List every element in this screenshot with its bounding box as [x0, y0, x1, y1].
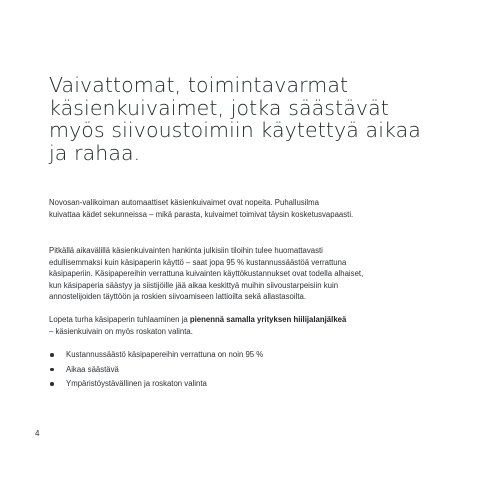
list-item-text: Aikaa säästävä	[66, 364, 119, 374]
paragraph-line: Pitkällä aikavälillä käsienkuivainten hankinta julkisiin tiloihin tulee huomattavasti	[49, 246, 323, 255]
paragraph-line: kun käsipaperia säästyy ja siistijöille jää aikaa keskittyä muihin siivoustarpeisiin kuin	[49, 280, 339, 290]
paragraph-line	[49, 314, 441, 326]
paragraph-text: Lopeta turha käsipaperin tuhlaaminen ja	[49, 315, 190, 324]
intro-paragraph	[49, 197, 441, 220]
page-title	[49, 74, 439, 164]
paragraph-line: Novosan-valikoiman automaattiset käsienkuivaimet ovat nopeita. Puhallusilma	[49, 198, 319, 207]
bullet-icon	[50, 368, 54, 372]
bullet-icon	[50, 353, 54, 357]
list-item	[49, 348, 263, 363]
title-line: ja rahaa.	[49, 140, 141, 165]
paragraph-line: – käsienkuivain on myös roskaton valinta.	[49, 326, 193, 336]
paragraph-line: edullisemmaksi kuin käsipaperin käyttö – saat jopa 95 % kustannussäästöä verrattuna	[49, 257, 347, 267]
list-item	[49, 377, 263, 392]
title-line: Vaivattomat, toimintavarmat	[49, 73, 349, 97]
title-line: myös siivoustoimiin käytettyä aikaa	[49, 118, 421, 142]
title-line: käsienkuivaimet, jotka säästävät	[49, 95, 389, 120]
paragraph-line: annostelijoiden täyttöön ja roskien siivoamiseen lattioilta sekä allastasoilta.	[49, 292, 307, 301]
benefits-list	[49, 348, 263, 392]
list-item-text: Ympäristöystävällinen ja roskaton valinta	[66, 379, 207, 388]
paragraph-line: kuivattaa kädet sekunneissa – mikä parasta, kuivaimet toimivat täysin kosketusvapaasti.	[49, 209, 354, 219]
paragraph-line: käsipaperiin. Käsipapereihin verrattuna kuivainten käyttökustannukset ovat todella alhaiset,	[49, 269, 364, 278]
cost-paragraph	[49, 245, 441, 303]
list-item-text: Kustannussäästö käsipapereihin verrattuna on noin 95 %	[66, 350, 264, 359]
emphasis-text: pienennä samalla yrityksen hiilijalanjälkeä	[189, 315, 347, 324]
page-number: 4	[35, 429, 40, 438]
sustainability-paragraph	[49, 314, 441, 337]
list-item	[49, 363, 263, 378]
bullet-icon	[50, 382, 54, 386]
